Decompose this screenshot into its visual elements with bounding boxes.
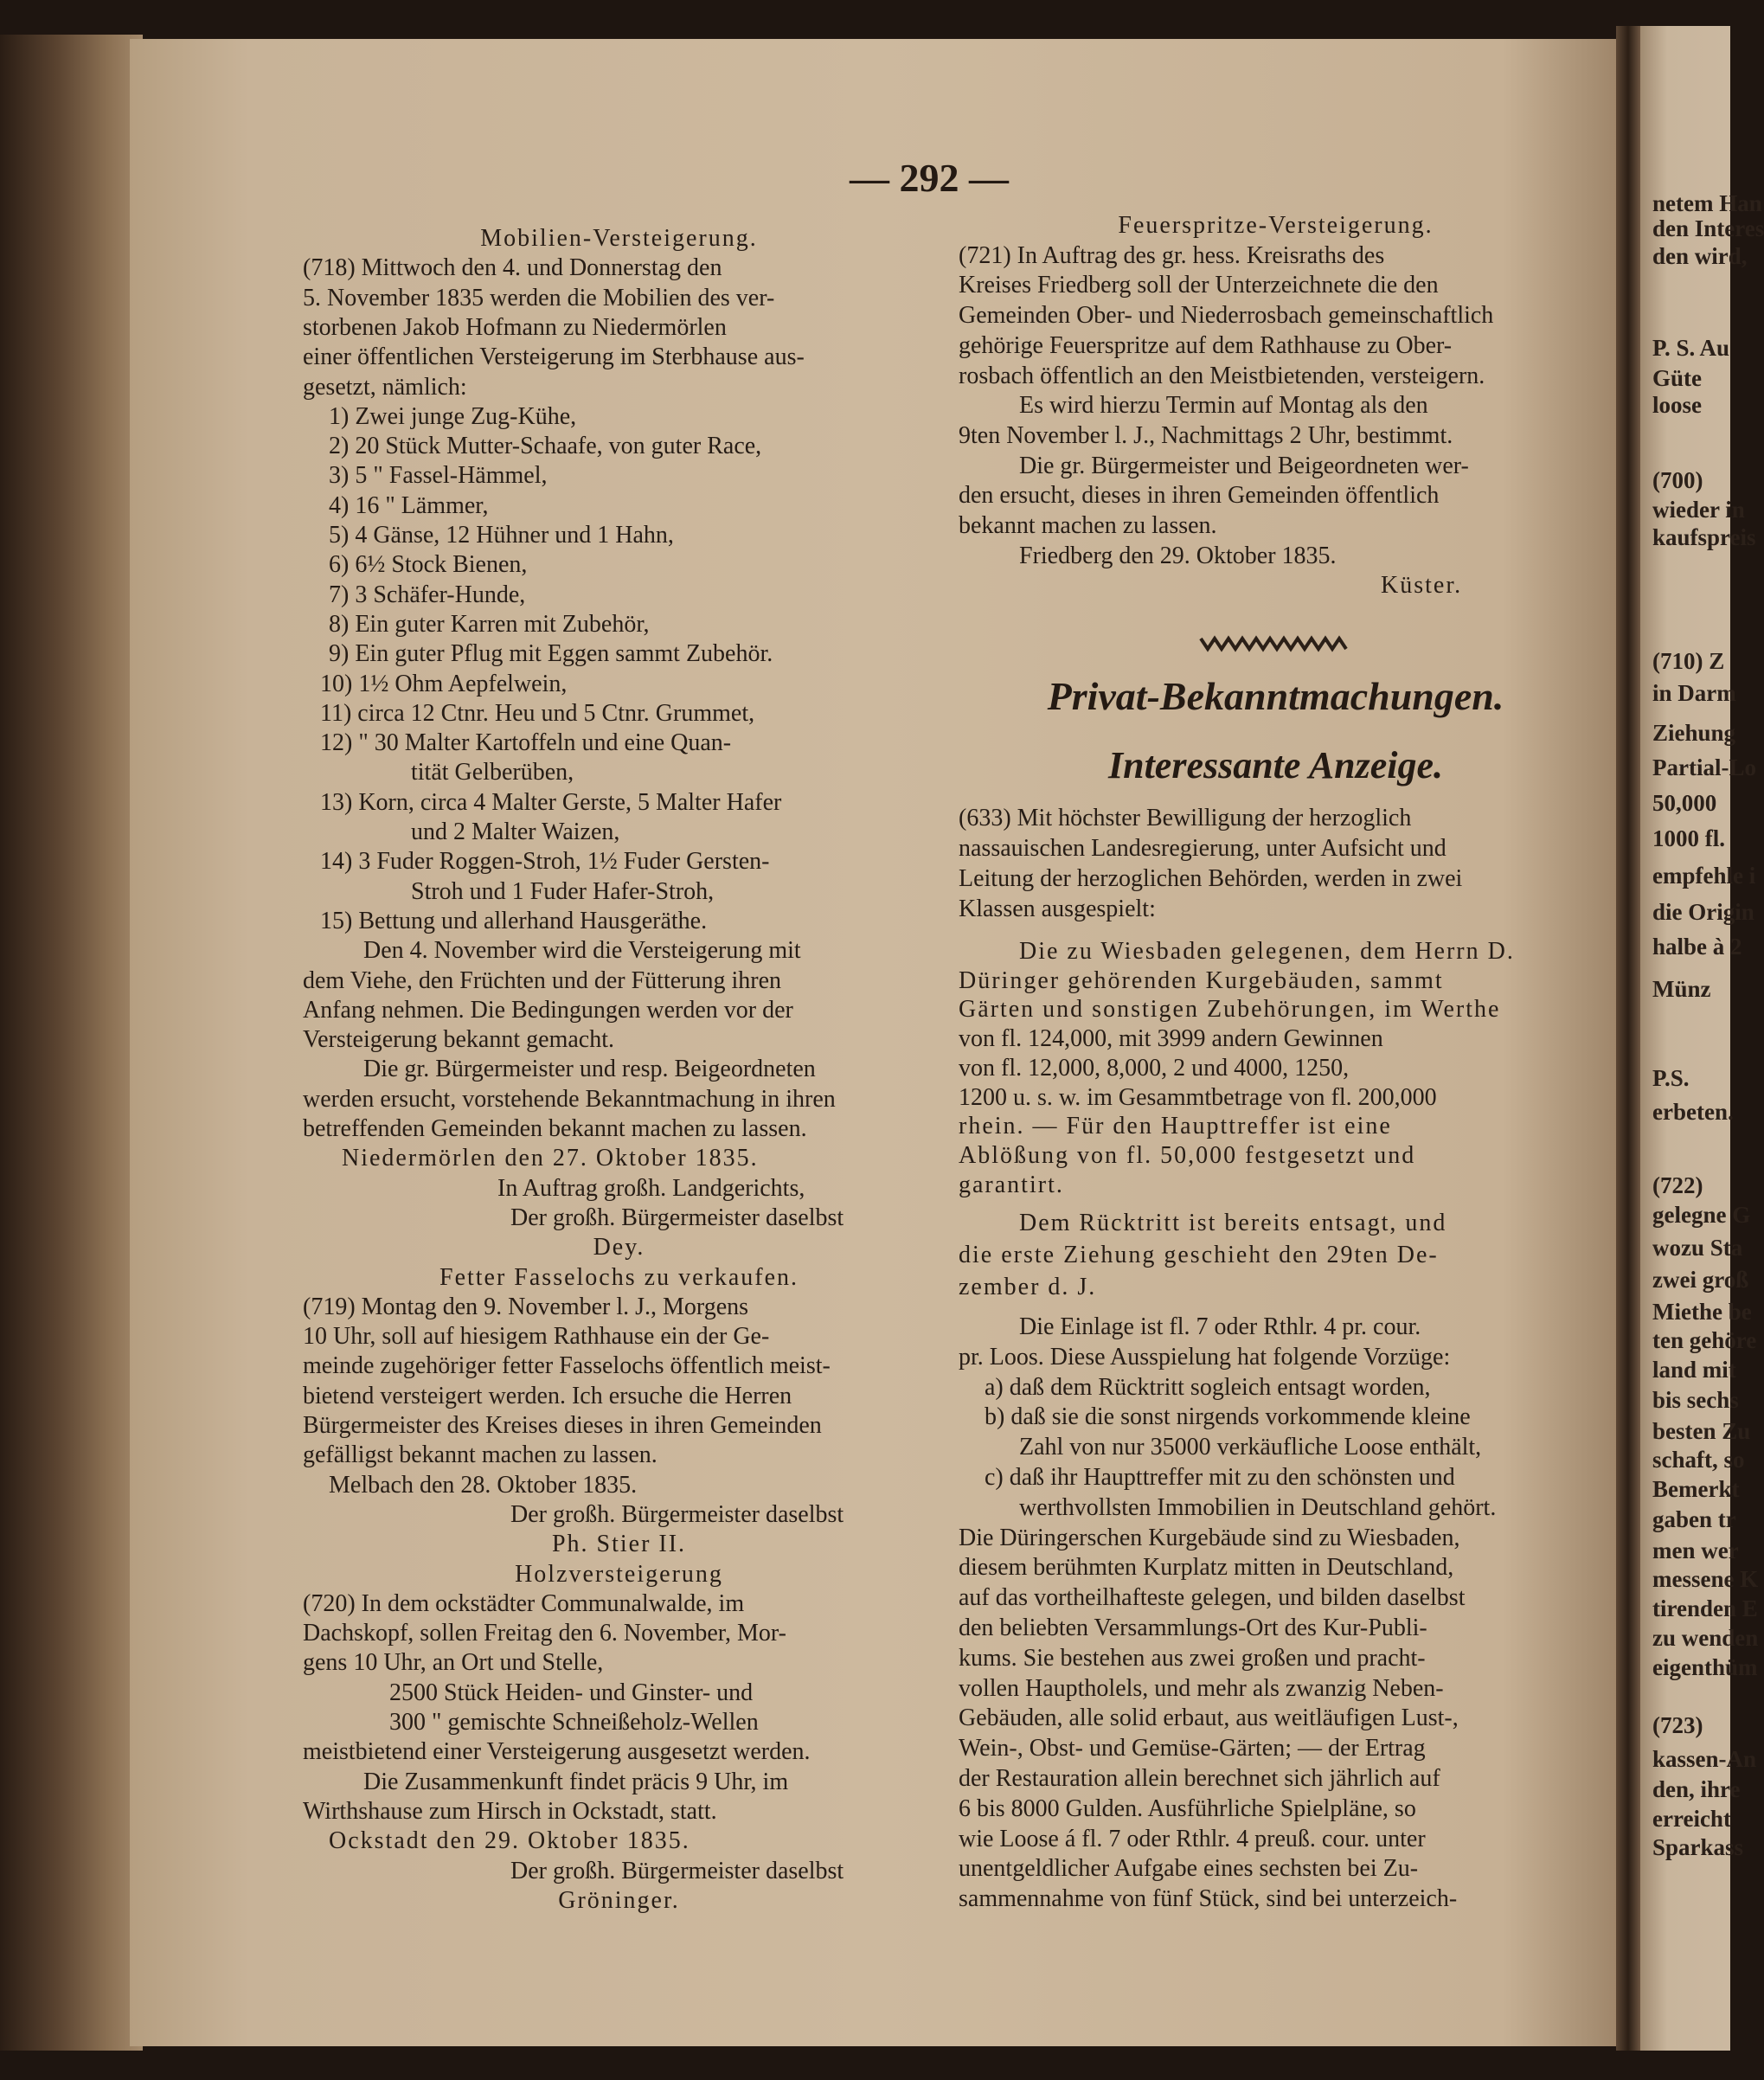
facing-page-line: loose	[1652, 391, 1702, 418]
facing-page-line: die Origin	[1652, 898, 1754, 925]
text-line: Die Einlage ist fl. 7 oder Rthlr. 4 pr. cour.	[1019, 1313, 1421, 1340]
text-line: gens 10 Uhr, an Ort und Stelle,	[303, 1649, 604, 1677]
text-line: (721) In Auftrag des gr. hess. Kreisraths des	[959, 241, 1385, 269]
facing-page-line: Ziehung	[1652, 719, 1736, 746]
text-line: In Auftrag großh. Landgerichts,	[497, 1174, 805, 1202]
text-line: a) daß dem Rücktritt sogleich entsagt worden,	[985, 1373, 1431, 1401]
text-line: (720) In dem ockstädter Communalwalde, im	[303, 1589, 745, 1617]
text-line: einer öffentlichen Versteigerung im Sterbhause aus-	[303, 343, 805, 371]
facing-page-line: P. S. Au	[1652, 334, 1730, 361]
book-gutter	[1616, 26, 1640, 2051]
text-line: werthvollsten Immobilien in Deutschland gehört.	[1019, 1493, 1497, 1521]
facing-page-line: tirenden E	[1652, 1595, 1758, 1622]
text-line: Ph. Stier II.	[551, 1531, 687, 1558]
text-line: 9ten November l. J., Nachmittags 2 Uhr, bestimmt.	[959, 421, 1453, 449]
text-line: Küster.	[1381, 572, 1463, 600]
text-line: Feuerspritze-Versteigerung.	[1118, 212, 1434, 239]
facing-page-line: Miethe be	[1652, 1298, 1752, 1325]
text-line: den beliebten Versammlungs-Ort des Kur-Publi-	[959, 1615, 1427, 1641]
facing-page-line: wieder in	[1652, 497, 1745, 523]
text-line: 9) Ein guter Pflug mit Eggen sammt Zubehör.	[329, 640, 773, 668]
facing-page-line: in Darm	[1652, 679, 1736, 706]
facing-page-line: land mit	[1652, 1357, 1736, 1383]
text-line: gehörige Feuerspritze auf dem Rathhause zu Ober-	[959, 331, 1453, 359]
text-line: Es wird hierzu Termin auf Montag als den	[1019, 392, 1428, 420]
facing-page-line: wozu Sta	[1652, 1234, 1743, 1261]
facing-page-line: den, ihre	[1652, 1775, 1741, 1802]
text-line: Kreises Friedberg soll der Unterzeichnete die den	[959, 272, 1439, 299]
text-line: Dem Rücktritt ist bereits entsagt, und	[1019, 1210, 1447, 1236]
text-line: c) daß ihr Haupttreffer mit zu den schönsten und	[985, 1464, 1455, 1491]
text-line: 13) Korn, circa 4 Malter Gerste, 5 Malter Hafer	[320, 788, 782, 816]
text-line: Die zu Wiesbaden gelegenen, dem Herrn D.	[1019, 938, 1515, 965]
text-line: diesem berühmten Kurplatz mitten in Deutschland,	[959, 1554, 1454, 1582]
text-line: Holzversteigerung	[515, 1560, 723, 1588]
text-line: den ersucht, dieses in ihren Gemeinden öffentlich	[959, 482, 1440, 510]
facing-page-line: ten gehöre	[1652, 1327, 1757, 1354]
facing-page-line: empfehle i	[1652, 863, 1756, 889]
text-line: Versteigerung bekannt gemacht.	[303, 1026, 614, 1054]
text-line: und 2 Malter Waizen,	[411, 819, 620, 845]
facing-page-line: Güte	[1652, 365, 1702, 392]
text-line: Melbach den 28. Oktober 1835.	[329, 1471, 638, 1499]
text-line: Zahl von nur 35000 verkäufliche Loose enthält,	[1019, 1434, 1482, 1461]
text-line: meistbietend einer Versteigerung ausgesetzt werden.	[303, 1738, 811, 1766]
text-line: von fl. 124,000, mit 3999 andern Gewinnen	[959, 1025, 1383, 1053]
facing-page-line: Partial-Lo	[1652, 754, 1756, 780]
text-line: sammennahme von fünf Stück, sind bei unterzeich-	[959, 1885, 1458, 1913]
facing-page	[1640, 26, 1764, 2051]
text-line: 10) 1½ Ohm Aepfelwein,	[320, 670, 568, 697]
facing-page-line: kaufspreis	[1652, 524, 1756, 551]
text-line: von fl. 12,000, 8,000, 2 und 4000, 1250,	[959, 1054, 1350, 1082]
section-heading: Privat-Bekanntmachungen.	[1047, 674, 1504, 718]
text-line: 2) 20 Stück Mutter-Schaafe, von guter Race,	[329, 433, 762, 460]
facing-page-line: men wer	[1652, 1537, 1739, 1563]
text-line: Gärten und sonstigen Zubehörungen, im Werthe	[959, 996, 1501, 1024]
text-line: 5. November 1835 werden die Mobilien des ver-	[303, 284, 775, 311]
text-line: meinde zugehöriger fetter Fasselochs öffentlich meist-	[303, 1352, 831, 1380]
text-line: 300 " gemischte Schneißeholz-Wellen	[389, 1709, 759, 1736]
text-line: Leitung der herzoglichen Behörden, werden in zwei	[959, 865, 1463, 892]
text-line: die erste Ziehung geschieht den 29ten De-	[959, 1241, 1439, 1268]
text-line: Friedberg den 29. Oktober 1835.	[1019, 542, 1337, 569]
facing-page-line: (710) Z	[1652, 647, 1725, 674]
text-line: Dachskopf, sollen Freitag den 6. November, Mor-	[303, 1620, 786, 1647]
facing-page-line: Münz	[1652, 975, 1711, 1002]
text-line: garantirt.	[959, 1171, 1064, 1198]
text-line: werden ersucht, vorstehende Bekanntmachung in ihren	[303, 1085, 836, 1113]
facing-page-line: 50,000	[1652, 790, 1717, 817]
ornament-divider	[1201, 633, 1348, 654]
facing-page-line: messene K	[1652, 1566, 1759, 1593]
facing-page-line: erreicht	[1652, 1805, 1731, 1832]
text-line: rhein. — Für den Haupttreffer ist eine	[959, 1113, 1392, 1140]
text-line: Gebäuden, alle solid erbaut, aus weitläufigen Lust-,	[959, 1704, 1459, 1732]
page-number: — 292 —	[850, 156, 1009, 200]
facing-page-line: den wird,	[1652, 243, 1748, 270]
text-line: Ockstadt den 29. Oktober 1835.	[329, 1827, 690, 1855]
text-line: tität Gelberüben,	[411, 759, 574, 786]
text-line: Wein-, Obst- und Gemüse-Gärten; — der Ertrag	[959, 1735, 1426, 1762]
text-line: Ablößung von fl. 50,000 festgesetzt und	[959, 1141, 1416, 1169]
text-line: 7) 3 Schäfer-Hunde,	[329, 581, 526, 608]
text-line: Gemeinden Ober- und Niederrosbach gemeinschaftlich	[959, 302, 1494, 330]
text-line: Düringer gehörenden Kurgebäuden, sammt	[959, 966, 1444, 994]
text-line: Niedermörlen den 27. Oktober 1835.	[342, 1145, 759, 1172]
text-line: 15) Bettung und allerhand Hausgeräthe.	[320, 907, 708, 934]
text-line: der Restauration allein berechnet sich jährlich auf	[959, 1765, 1440, 1792]
text-line: unentgeldlicher Aufgabe eines sechsten bei Zu-	[959, 1855, 1419, 1883]
text-line: (719) Montag den 9. November l. J., Morgens	[303, 1293, 749, 1320]
text-line: auf das vortheilhafteste gelegen, und bilden daselbst	[959, 1584, 1466, 1612]
book-page-edges	[0, 35, 143, 2051]
text-line: pr. Loos. Diese Ausspielung hat folgende Vorzüge:	[959, 1343, 1451, 1371]
text-line: Stroh und 1 Fuder Hafer-Stroh,	[411, 877, 715, 905]
text-line: 2500 Stück Heiden- und Ginster- und	[389, 1679, 754, 1706]
facing-page-line: schaft, so	[1652, 1447, 1745, 1473]
text-line: bekannt machen zu lassen.	[959, 512, 1217, 539]
facing-page-line: kassen-An	[1652, 1745, 1757, 1772]
text-line: Bürgermeister des Kreises dieses in ihren Gemeinden	[303, 1412, 822, 1439]
facing-page-line: netem Han	[1652, 189, 1762, 216]
text-line: Anfang nehmen. Die Bedingungen werden vor der	[303, 996, 793, 1024]
text-line: zember d. J.	[959, 1273, 1097, 1300]
text-line: 8) Ein guter Karren mit Zubehör,	[329, 610, 650, 638]
text-line: gesetzt, nämlich:	[303, 373, 467, 401]
text-line: (633) Mit höchster Bewilligung der herzoglich	[959, 805, 1412, 831]
text-line: vollen Hauptholels, und mehr als zwanzig Neben-	[959, 1674, 1444, 1702]
text-line: 5) 4 Gänse, 12 Hühner und 1 Hahn,	[329, 522, 674, 549]
facing-page-line: gaben tr	[1652, 1506, 1736, 1533]
text-line: Klassen ausgespielt:	[959, 896, 1156, 922]
facing-page-line: Sparkass	[1652, 1834, 1744, 1861]
text-line: 1200 u. s. w. im Gesammtbetrage von fl. 200,000	[959, 1083, 1437, 1111]
text-line: Der großh. Bürgermeister daselbst	[510, 1857, 844, 1884]
text-line: 14) 3 Fuder Roggen-Stroh, 1½ Fuder Gersten-	[320, 848, 770, 876]
facing-page-line: halbe à 2	[1652, 933, 1742, 960]
text-line: nassauischen Landesregierung, unter Aufsicht und	[959, 835, 1446, 862]
text-line: gefälligst bekannt machen zu lassen.	[303, 1441, 657, 1469]
text-line: 12) " 30 Malter Kartoffeln und eine Quan-	[320, 729, 732, 757]
facing-page-line: den Interes	[1652, 215, 1764, 241]
facing-page-line: zu wenden	[1652, 1624, 1759, 1651]
subheading: Interessante Anzeige.	[1107, 744, 1444, 786]
facing-page-line: Bemerkt	[1652, 1476, 1740, 1503]
facing-page-line: besten Zu	[1652, 1417, 1751, 1444]
text-line: 11) circa 12 Ctnr. Heu und 5 Ctnr. Grummet,	[320, 699, 755, 727]
text-line: storbenen Jakob Hofmann zu Niedermörlen	[303, 313, 727, 341]
text-line: Den 4. November wird die Versteigerung mit	[363, 937, 801, 965]
facing-page-line: P.S.	[1652, 1064, 1690, 1091]
text-line: 6) 6½ Stock Bienen,	[329, 551, 528, 579]
text-line: Mobilien-Versteigerung.	[480, 225, 758, 252]
facing-page-line: 1000 fl.	[1652, 825, 1725, 852]
facing-page-line: zwei groß	[1652, 1266, 1749, 1293]
facing-page-line: gelegne G	[1652, 1201, 1751, 1228]
text-line: 10 Uhr, soll auf hiesigem Rathhause ein der Ge-	[303, 1323, 770, 1351]
text-line: Dey.	[593, 1234, 645, 1261]
text-line: Fetter Fasselochs zu verkaufen.	[439, 1263, 799, 1291]
text-line: kums. Sie bestehen aus zwei großen und pracht-	[959, 1644, 1426, 1672]
text-line: bietend versteigert werden. Ich ersuche die Herren	[303, 1382, 792, 1409]
text-line: 4) 16 " Lämmer,	[329, 491, 489, 519]
text-line: Gröninger.	[558, 1886, 680, 1914]
text-line: 6 bis 8000 Gulden. Ausführliche Spielpläne, so	[959, 1794, 1416, 1822]
text-line: Die gr. Bürgermeister und Beigeordneten wer-	[1019, 452, 1469, 479]
text-line: betreffenden Gemeinden bekannt machen zu lassen.	[303, 1115, 807, 1142]
facing-page-line: (722)	[1652, 1172, 1703, 1198]
text-line: Die Düringerschen Kurgebäude sind zu Wiesbaden,	[959, 1524, 1460, 1551]
text-line: 3) 5 " Fassel-Hämmel,	[329, 462, 548, 490]
facing-page-line: (700)	[1652, 467, 1703, 494]
text-line: wie Loose á fl. 7 oder Rthlr. 4 preuß. cour. unter	[959, 1825, 1426, 1852]
facing-page-line: (723)	[1652, 1712, 1703, 1739]
text-line: Die gr. Bürgermeister und resp. Beigeordneten	[363, 1056, 816, 1083]
text-line: (718) Mittwoch den 4. und Donnerstag den	[303, 254, 722, 282]
text-line: rosbach öffentlich an den Meistbietenden, versteigern.	[959, 362, 1485, 389]
facing-page-line: erbeten.	[1652, 1099, 1734, 1126]
text-line: b) daß sie die sonst nirgends vorkommende kleine	[985, 1403, 1471, 1431]
text-line: Der großh. Bürgermeister daselbst	[510, 1500, 844, 1528]
text-line: Die Zusammenkunft findet präcis 9 Uhr, im	[363, 1768, 789, 1795]
text-line: Der großh. Bürgermeister daselbst	[510, 1204, 844, 1231]
text-line: Wirthshause zum Hirsch in Ockstadt, statt.	[303, 1797, 717, 1825]
text-line: dem Viehe, den Früchten und der Fütterung ihren	[303, 966, 781, 994]
text-line: 1) Zwei junge Zug-Kühe,	[329, 402, 577, 430]
facing-page-line: bis sechs	[1652, 1387, 1739, 1414]
facing-page-line: eigenthüm	[1652, 1653, 1758, 1680]
